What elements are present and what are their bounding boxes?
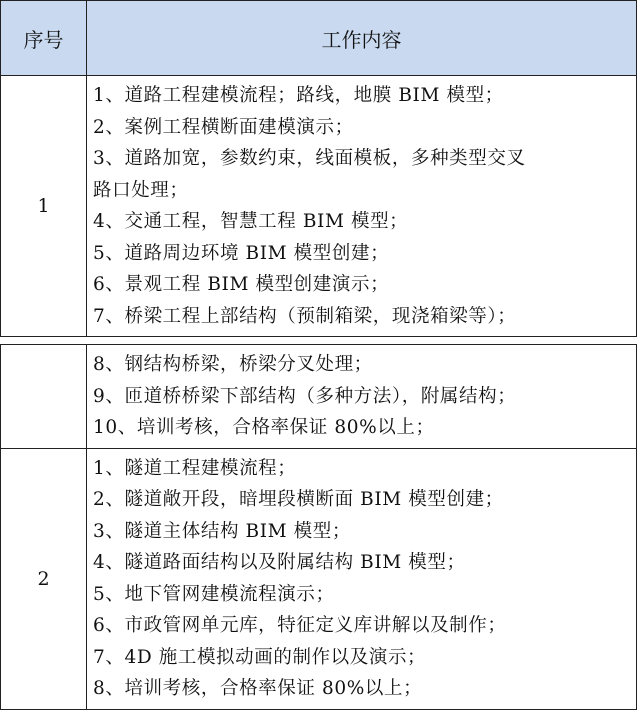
work-content-table-part1 [0,0,637,337]
list-item: 1、道路工程建模流程；路线，地膜 BIM 模型； [93,85,504,106]
table-row [1,448,637,709]
list-item: 3、道路加宽，参数约束，线面模板，多种类型交叉 [93,148,526,169]
header-row [1,1,637,76]
header-work-content: 工作内容 [87,1,637,76]
list-item: 1、隧道工程建模流程； [93,457,297,479]
list-item: 7、桥梁工程上部结构（预制箱梁，现浇箱梁等）； [93,305,517,327]
list-item: 3、隧道主体结构 BIM 模型； [93,520,351,542]
list-item: 6、景观工程 BIM 模型创建演示； [93,274,390,295]
row-content [87,448,637,709]
list-item: 5、地下管网建模流程演示； [93,583,335,605]
list-item: 8、钢结构桥梁，桥梁分叉处理； [93,354,373,375]
list-item: 2、隧道敞开段，暗埋段横断面 BIM 模型创建； [93,489,504,510]
list-item: 路口处理； [93,179,189,201]
row-content [87,76,637,337]
list-item: 2、案例工程横断面建模演示； [93,116,354,138]
table-row [1,76,637,337]
list-item: 8、培训考核，合格率保证 80%以上； [93,678,423,699]
list-item: 6、市政管网单元库，特征定义库讲解以及制作； [93,615,507,636]
row-number-continued [1,345,87,449]
header-serial-number: 序号 [1,1,87,76]
list-item: 5、道路周边环境 BIM 模型创建； [93,242,390,264]
list-item: 4、隧道路面结构以及附属结构 BIM 模型； [93,552,466,573]
list-item: 7、4D 施工模拟动画的制作以及演示； [93,646,427,668]
work-content-table-part2 [0,344,637,710]
table-row [1,345,637,449]
list-item: 9、匝道桥桥梁下部结构（多种方法），附属结构； [93,385,517,407]
list-item: 4、交通工程，智慧工程 BIM 模型； [93,211,409,232]
list-item: 10、培训考核，合格率保证 80%以上； [93,417,435,438]
row-number: 1 [1,76,87,337]
row-number: 2 [1,448,87,709]
row-content [87,345,637,449]
